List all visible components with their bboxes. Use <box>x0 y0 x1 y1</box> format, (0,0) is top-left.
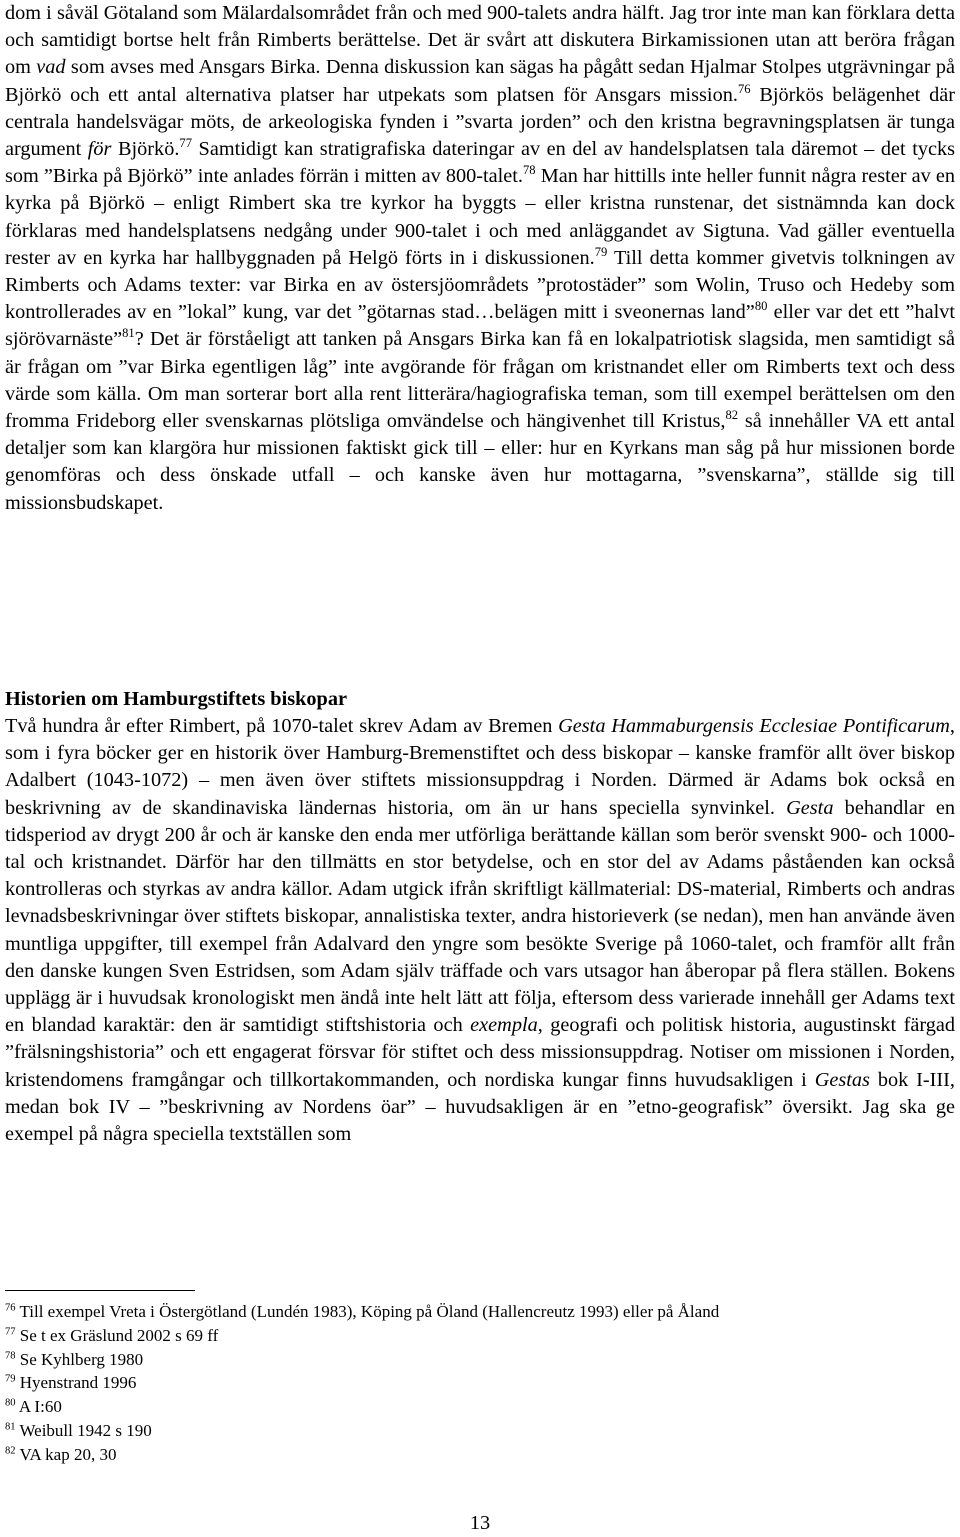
paragraph-text: , geografi och politisk historia, augustinskt färgad ”frälsningshistoria” och ett engagerat försvar för stiftet och dess missionsuppdrag. Notiser om missionen i Norden, kristendomens framgångar och tillkortakommanden, och nordiska kungar finns huvudsakligen i <box>5 1014 956 1091</box>
page-number: 13 <box>469 1512 491 1534</box>
footnote-text: Se t ex Gräslund 2002 s 69 ff <box>15 1325 219 1345</box>
footnote-number: 77 <box>5 1326 16 1338</box>
italic-title: Gestas <box>814 1068 870 1091</box>
footnote-text: A I:60 <box>15 1397 62 1417</box>
section-heading: Historien om Hamburgstiftets biskopar <box>5 688 347 710</box>
paragraph-text: Till detta kommer givetvis tolkningen av Rimberts och Adams texter: var Birka en av östersjöområdets ”protostäder” som Wolin, Truso och Hedeby som kontrollerades av en ”lokal” kung, var det ”götarnas stad…belägen mitt i sveonernas land” <box>5 246 955 324</box>
footnote-number: 80 <box>5 1397 16 1409</box>
footnotes <box>5 1300 955 1467</box>
footnote <box>5 1395 955 1419</box>
footnote-number: 81 <box>5 1421 16 1433</box>
footnote-ref[interactable]: 76 <box>737 81 751 96</box>
italic-term: exempla <box>470 1014 538 1037</box>
paragraph-text: eller var det ett ”halvt sjörövarnäste” <box>5 301 955 351</box>
paragraph-text: behandlar en tidsperiod av drygt 200 år och är kanske den enda mer utförliga berättande källan som berör svenskt 900- och 1000-tal och kristnandet. Därför har den tillmätts en stor betydelse, och en stor del av Adams påståenden kan också kontrolleras och styrkas av andra källor. Adam utgick ifrån skriftligt källmaterial: DS-material, Rimberts och andras levnadsbeskrivningar över stiftets biskopar, annalistiska texter, andra historieverk (se nedan), men han använde även muntliga uppgifter, till exempel från Adalvard den yngre som besökte Sverige på 1060-talet, och framför allt från den danske kungen Sven Estridsen, som Adam själv träffade och vars utsagor han åberopar på flera ställen. Bokens upplägg är i huvudsak kronologiskt men ändå inte helt lätt att följa, eftersom dess varierade innehåll ger Adams text en blandad karaktär: den är samtidigt stiftshistoria och <box>5 796 955 1037</box>
italic-title: Gesta Hammaburgensis Ecclesiae Pontificarum <box>558 715 950 737</box>
footnote <box>5 1300 955 1324</box>
footnote <box>5 1348 955 1372</box>
footnote-number: 79 <box>5 1373 16 1385</box>
italic-term: vad <box>36 56 66 79</box>
footnote-number: 76 <box>5 1302 16 1314</box>
paragraph-text: Björkö. <box>111 138 180 161</box>
body-paragraph <box>5 0 955 517</box>
paragraph-text: Två hundra år efter Rimbert, på 1070-talet skrev Adam av Bremen <box>5 715 559 737</box>
paragraph-text: , som i fyra böcker ger en historik över Hamburg-Bremenstiftet och dess biskopar – kanske framför allt över biskop Adalbert (1043-1072) – men även över stiftets missionsuppdrag i Norden. Därmed är Adams bok också en beskrivning av de skandinaviska ländernas historia, om än ur hans speciella synvinkel. <box>5 715 955 819</box>
footnote-ref[interactable]: 82 <box>725 408 739 423</box>
footnote-ref[interactable]: 78 <box>523 163 536 178</box>
paragraph-text: Björkös belägenhet där centrala handelsvägar möts, de arkeologiska fynden i ”svarta jorden” och den kristna begravningsplatsen är tunga argument <box>5 83 955 161</box>
body-paragraph <box>5 713 955 1148</box>
footnote-ref[interactable]: 77 <box>179 136 192 151</box>
italic-title: Gesta <box>786 796 834 819</box>
paragraph-text: så innehåller VA ett antal detaljer som kan klargöra hur missionen faktiskt gick till – eller: hur en Kyrkans man såg på hur missionen borde genomföras och dess önskade utfall – och kanske även hur mottagarna, ”svenskarna”, ställde sig till missionsbudskapet. <box>5 410 955 514</box>
paragraph-text: bok I-III, medan bok IV – ”beskrivning av Nordens öar” – huvudsakligen är en ”etno-geografisk” översikt. Jag ska ge exempel på några speciella textställen som <box>5 1068 956 1146</box>
paragraph-text: Man har hittills inte heller funnit några rester av en kyrka på Björkö – enligt Rimbert ska tre kyrkor ha byggts – eller kristna runstenar, det sistnämnda kan dock förklaras med handelsplatsens nedgång under 900-talet i och med anläggandet av Sigtuna. Vad gäller eventuella rester av en kyrka har hallbyggnaden på Helgö förts in i diskussionen. <box>5 165 955 269</box>
footnote-ref[interactable]: 79 <box>594 245 608 260</box>
footnote-ref[interactable]: 80 <box>754 299 768 314</box>
footnote <box>5 1419 955 1443</box>
footnote <box>5 1443 955 1467</box>
footnote-text: VA kap 20, 30 <box>15 1444 117 1464</box>
paragraph-text: ? Det är förståeligt att tanken på Ansgars Birka kan få en lokalpatriotisk slagsida, men samtidigt så är frågan om ”var Birka egentligen låg” inte avgörande för frågan om kristnandet eller om Rimberts text och dess värde som källa. Om man sorterar bort alla rent litterära/hagiografiska teman, som till exempel berättelsen om den fromma Frideborg eller svenskarnas plötsliga omvändelse och hängivenhet till Kristus, <box>5 328 955 433</box>
italic-term: för <box>87 138 112 161</box>
footnote <box>5 1371 955 1395</box>
paragraph-text: Samtidigt kan stratigrafiska dateringar av en del av handelsplatsen tala däremot – det tycks som ”Birka på Björkö” inte anlades förrän i mitten av 800-talet. <box>5 138 956 188</box>
footnote-text: Weibull 1942 s 190 <box>15 1420 152 1440</box>
footnote <box>5 1324 955 1348</box>
footnote-text: Hyenstrand 1996 <box>15 1373 137 1393</box>
footnote-separator <box>5 1290 195 1291</box>
footnote-text: Se Kyhlberg 1980 <box>15 1349 144 1369</box>
footnote-ref[interactable]: 81 <box>122 326 135 341</box>
paragraph-text: dom i såväl Götaland som Mälardalsområdet från och med 900-talets andra hälft. Jag tror inte man kan förklara detta och samtidigt bortse helt från Rimberts berättelse. Det är svårt att diskutera Birkamissionen utan att beröra frågan om <box>5 2 955 79</box>
footnote-number: 82 <box>5 1445 16 1457</box>
footnote-text: Till exempel Vreta i Östergötland (Lundén 1983), Köping på Öland (Hallencreutz 1993) eller på Åland <box>15 1302 720 1321</box>
paragraph-text: som avses med Ansgars Birka. Denna diskussion kan sägas ha pågått sedan Hjalmar Stolpes utgrävningar på Björkö och ett antal alternativa platser har utpekats som platsen för Ansgars mission. <box>5 56 955 106</box>
footnote-number: 78 <box>5 1349 16 1361</box>
